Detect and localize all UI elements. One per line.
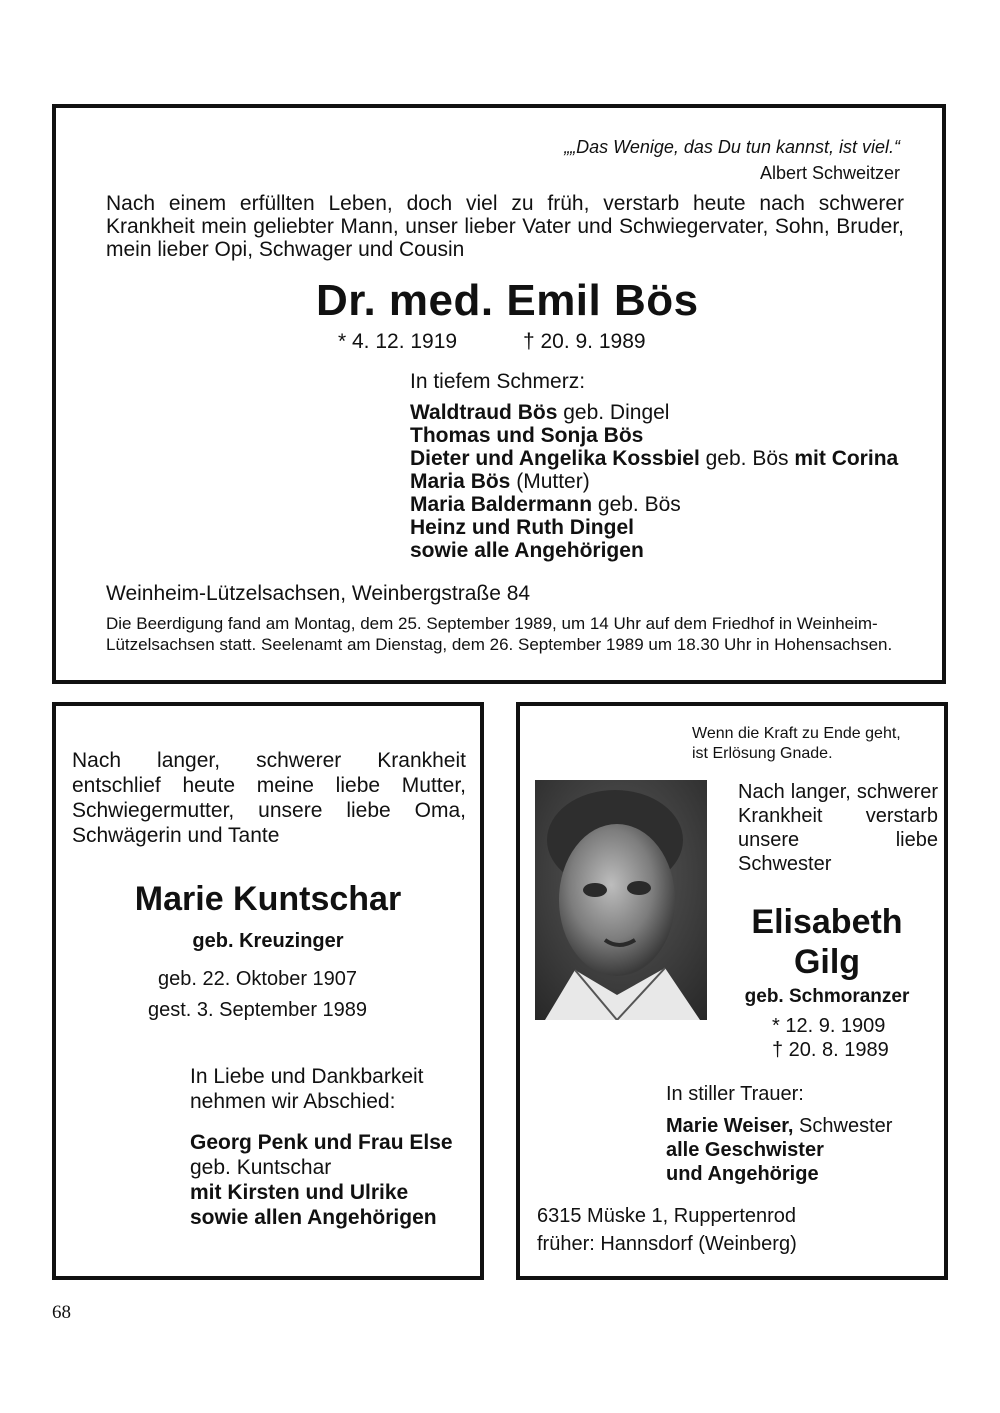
- last-name: Gilg: [793, 943, 861, 981]
- mourner-line: Dieter und Angelika Kossbiel geb. Bös mit Corina: [410, 447, 899, 470]
- quote-author: Albert Schweitzer: [759, 163, 900, 183]
- page-number: 68: [52, 1302, 71, 1323]
- deceased-name: Marie Kuntschar: [134, 880, 402, 918]
- mourner-line: alle Geschwister: [666, 1139, 824, 1161]
- obituary-elisabeth-gilg: [516, 702, 948, 1280]
- mourning-lead: In stiller Trauer:: [666, 1083, 804, 1105]
- family-line: sowie allen Angehörigen: [190, 1206, 437, 1229]
- mourner-line: und Angehörige: [666, 1163, 819, 1185]
- mourner-line: Maria Bös (Mutter): [410, 470, 590, 493]
- mourner-line: Waldtraud Bös geb. Dingel: [410, 401, 670, 424]
- mourner-line: Marie Weiser, Schwester: [666, 1115, 893, 1137]
- life-dates: [338, 330, 706, 354]
- signature-block: [666, 1082, 892, 1186]
- quote-block: [564, 134, 900, 186]
- address: [537, 1202, 797, 1258]
- birth-date: * 4. 12. 1919: [338, 330, 458, 353]
- deceased-name: Dr. med. Emil Bös: [316, 276, 699, 325]
- intro-text: Nach langer, schwerer Krankheit verstarb unsere liebe Schwester: [738, 781, 938, 875]
- obituary-marie-kuntschar: [52, 702, 484, 1280]
- first-name: Elisabeth: [751, 903, 903, 941]
- life-dates: [772, 1014, 889, 1062]
- portrait-photo: [535, 780, 707, 1020]
- family-line: mit Kirsten und Ulrike: [190, 1181, 409, 1204]
- mourner-line: Thomas und Sonja Bös: [410, 424, 644, 447]
- quote-line: Wenn die Kraft zu Ende geht,: [692, 725, 901, 742]
- death-date: gest. 3. September 1989: [148, 999, 368, 1021]
- address-line: 6315 Müske 1, Ruppertenrod: [537, 1205, 797, 1227]
- maiden-name: geb. Kreuzinger: [192, 930, 344, 952]
- signature-block: [190, 1064, 453, 1230]
- maiden-name: geb. Schmoranzer: [744, 986, 910, 1007]
- mourners-block: [410, 370, 898, 562]
- mourner-line: Maria Baldermann geb. Bös: [410, 493, 681, 516]
- intro-text: Nach einem erfüllten Leben, doch viel zu früh, verstarb heute nach schwerer Krankheit mein geliebter Mann, unser lieber Vater und Schwiegervater, Sohn, Bruder, mein lieber Opi, Schwager und Cousin: [106, 192, 904, 261]
- address-line: früher: Hannsdorf (Weinberg): [537, 1233, 797, 1255]
- farewell-line: In Liebe und Dankbarkeit: [190, 1065, 424, 1088]
- quote-line: ist Erlösung Gnade.: [692, 745, 833, 762]
- mourner-line: Heinz und Ruth Dingel: [410, 516, 634, 539]
- death-date: † 20. 9. 1989: [522, 330, 646, 353]
- family-line: geb. Kuntschar: [190, 1156, 332, 1179]
- mourner-line: sowie alle Angehörigen: [410, 539, 644, 562]
- birth-date: geb. 22. Oktober 1907: [158, 968, 358, 990]
- mourning-lead: In tiefem Schmerz:: [410, 370, 586, 393]
- life-dates: [148, 964, 367, 1026]
- deceased-name: [710, 902, 944, 982]
- obituary-emil-boes: [52, 104, 946, 684]
- address: Weinheim-Lützelsachsen, Weinbergstraße 84: [106, 582, 531, 605]
- intro-text: Nach langer, schwerer Krankheit entschlief heute meine liebe Mutter, Schwiegermutter, unsere liebe Oma, Schwägerin und Tante: [72, 749, 466, 847]
- quote-text: „„Das Wenige, das Du tun kannst, ist viel.“: [564, 137, 900, 157]
- quote-block: [692, 724, 901, 764]
- death-date: † 20. 8. 1989: [772, 1039, 889, 1061]
- birth-date: * 12. 9. 1909: [772, 1015, 886, 1037]
- funeral-info: Die Beerdigung fand am Montag, dem 25. September 1989, um 14 Uhr auf dem Friedhof in Weinheim-Lützelsachsen statt. Seelenamt am Dienstag, dem 26. September 1989 um 18.30 Uhr in Hohensachsen.: [106, 614, 893, 654]
- family-line: Georg Penk und Frau Else: [190, 1131, 453, 1154]
- farewell-line: nehmen wir Abschied:: [190, 1090, 396, 1113]
